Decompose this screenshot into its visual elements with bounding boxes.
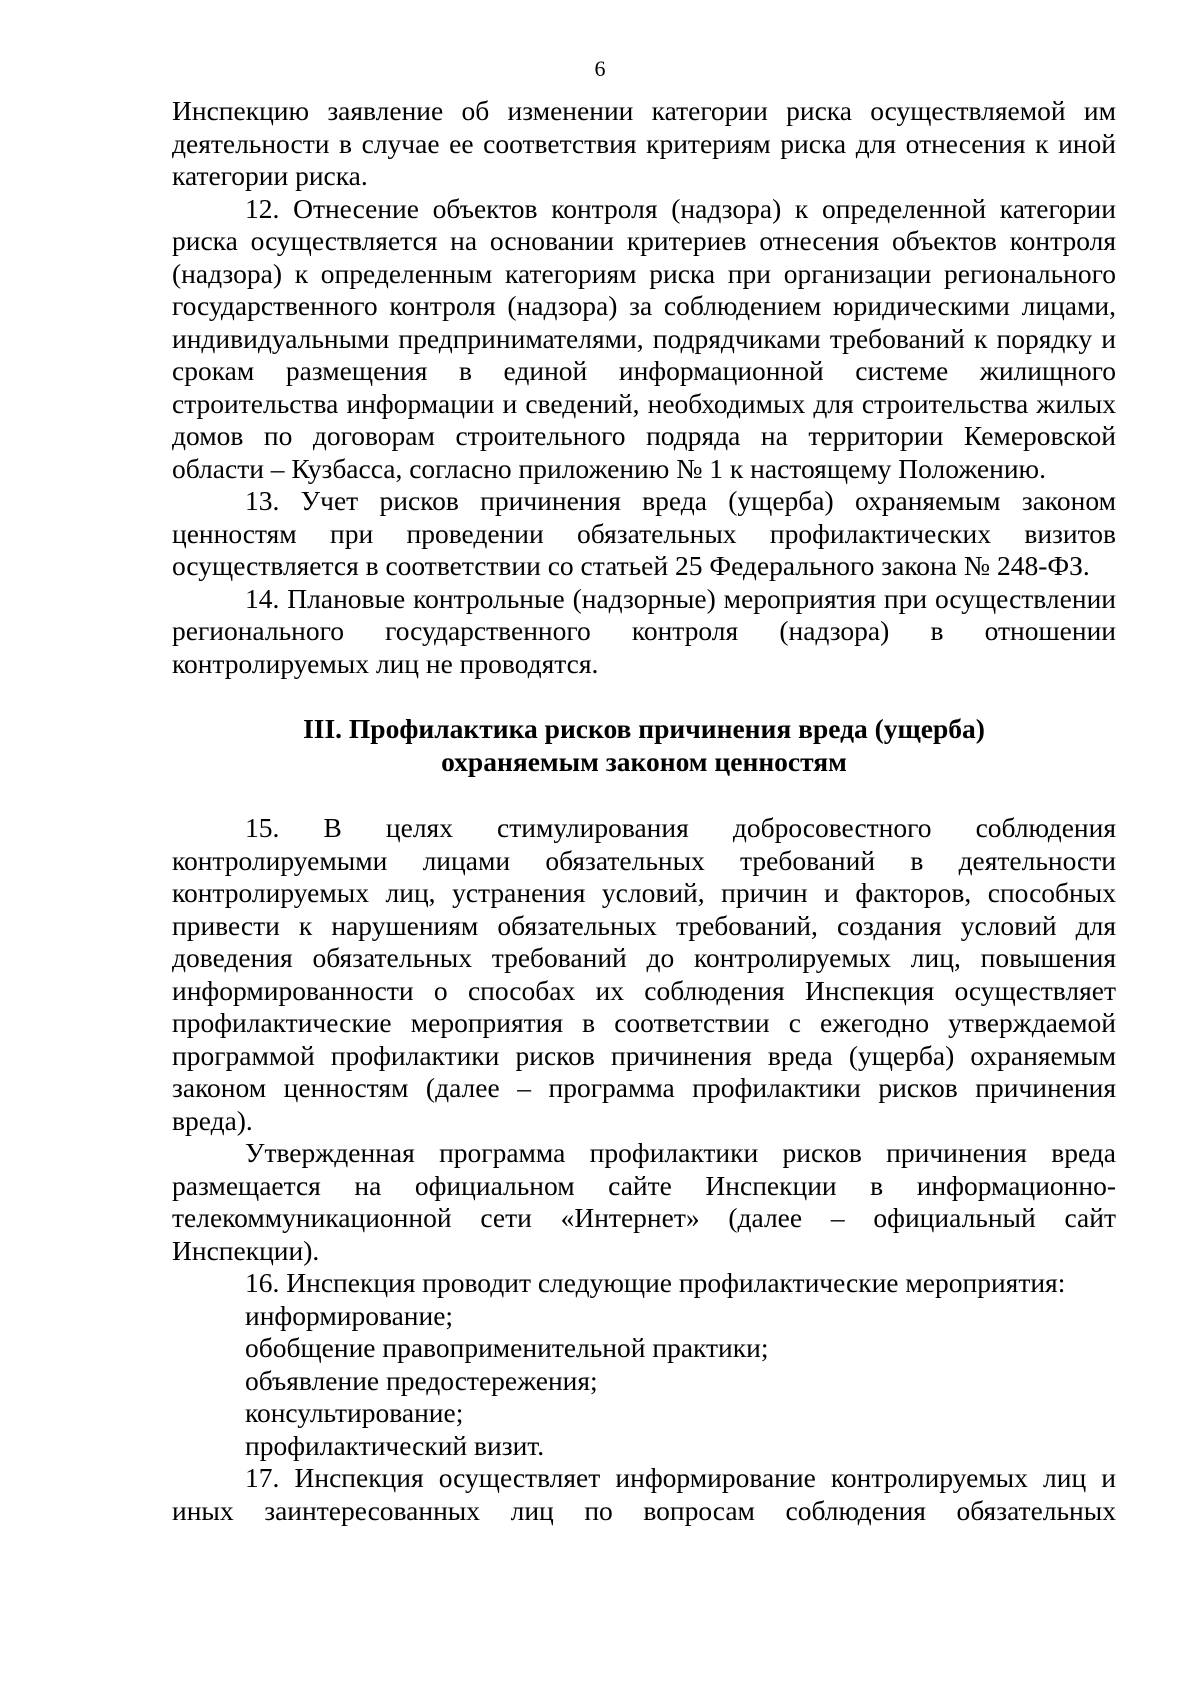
list-item-generalization: обобщение правоприменительной практики; (245, 1332, 769, 1363)
paragraph-continuation: Инспекцию заявление об изменении категории риска осуществляемой им деятельности в случае ее соответствия критериям риска для отнесения к иной категории риска. (172, 95, 1116, 191)
section-heading-line-1: III. Профилактика рисков причинения вреда (ущерба) (303, 713, 985, 744)
document-body (172, 95, 1116, 1527)
paragraph-12: 12. Отнесение объектов контроля (надзора) к определенной категории риска осуществляется на основании критериев отнесения объектов контроля (надзора) к определенным категориям риска при организации регионального государственного контроля (надзора) за соблюдением юридическими лицами, индивидуальными предпринимателями, подрядчиками требований к порядку и срокам размещения в единой информационной системе жилищного строительства информации и сведений, необходимых для строительства жилых домов по договорам строительного подряда на территории Кемеровской области – Кузбасса, согласно приложению № 1 к настоящему Положению. (172, 192, 1116, 484)
section-heading-line-2: охраняемым законом ценностям (441, 746, 847, 777)
paragraph-13: 13. Учет рисков причинения вреда (ущерба) охраняемым законом ценностям при проведении обязательных профилактических визитов осуществляется в соответствии со статьей 25 Федерального закона № 248-ФЗ. (172, 485, 1116, 581)
section-heading (172, 712, 1116, 778)
list-item-informing: информирование; (245, 1299, 454, 1331)
paragraph-15: 15. В целях стимулирования добросовестного соблюдения контролируемыми лицами обязательных требований в деятельности контролируемых лиц, устранения условий, причин и факторов, способных привести к нарушениям обязательных требований, создания условий для доведения обязательных требований до контролируемых лиц, повышения информированности о способах их соблюдения Инспекция осуществляет профилактические мероприятия в соответствии с ежегодно утверждаемой программой профилактики рисков причинения вреда (ущерба) охраняемым законом ценностям (далее – программа профилактики рисков причинения вреда). (172, 812, 1116, 1136)
page-number: 6 (594, 56, 606, 81)
list-item-consulting: консультирование; (245, 1397, 464, 1428)
paragraph-14: 14. Плановые контрольные (надзорные) мероприятия при осуществлении регионального государственного контроля (надзора) в отношении контролируемых лиц не проводятся. (172, 582, 1116, 679)
paragraph-program: Утвержденная программа профилактики рисков причинения вреда размещается на официальном сайте Инспекции в информационно-телекоммуникационной сети «Интернет» (далее – официальный сайт Инспекции). (172, 1137, 1116, 1266)
list-item-visit: профилактический визит. (245, 1429, 545, 1461)
paragraph-16: 16. Инспекция проводит следующие профилактические мероприятия: (245, 1267, 1066, 1298)
paragraph-17: 17. Инспекция осуществляет информирование контролируемых лиц и иных заинтересованных лиц по вопросам соблюдения обязательных (172, 1462, 1116, 1526)
list-item-warning: объявление предостережения; (245, 1364, 598, 1396)
